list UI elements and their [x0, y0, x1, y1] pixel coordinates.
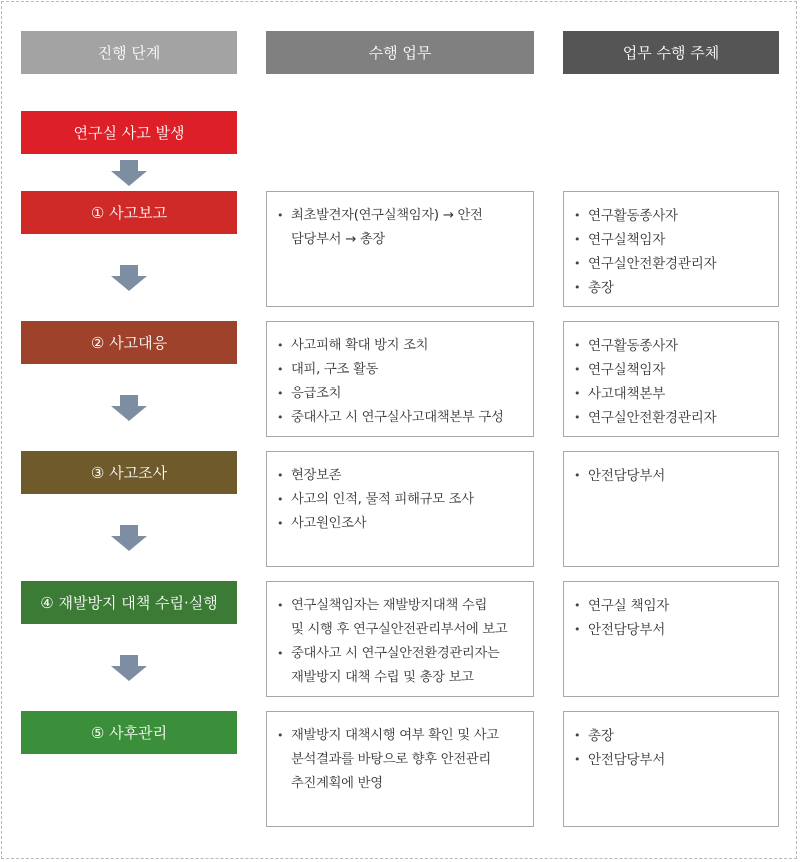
flow-arrow-down-icon — [111, 525, 147, 551]
list-item: • 사고피해 확대 방지 조치 — [277, 334, 525, 358]
list-item: • 연구실 책임자 — [574, 594, 770, 618]
duties-box-step-5 — [266, 711, 534, 827]
bullet-list — [267, 712, 533, 796]
list-item: • 안전담당부서 — [574, 748, 770, 772]
list-item: • 최초발견자(연구실책임자) → 안전 담당부서 → 총장 — [277, 204, 525, 252]
bullet-list — [564, 452, 778, 488]
list-item: • 연구활동종사자 — [574, 334, 770, 358]
duties-box-step-3 — [266, 451, 534, 567]
stage-step-3: ③ 사고조사 — [21, 451, 237, 494]
list-item: • 연구실안전환경관리자 — [574, 406, 770, 430]
bullet-list — [564, 322, 778, 430]
flow-arrow-down-icon — [111, 655, 147, 681]
list-item: • 응급조치 — [277, 382, 525, 406]
stage-step-2: ② 사고대응 — [21, 321, 237, 364]
list-item: • 연구실책임자 — [574, 228, 770, 252]
list-item: • 중대사고 시 연구실사고대책본부 구성 — [277, 406, 525, 430]
list-item: • 총장 — [574, 276, 770, 300]
list-item: • 안전담당부서 — [574, 618, 770, 642]
bullet-list — [564, 712, 778, 772]
header-duties: 수행 업무 — [266, 31, 534, 74]
actors-box-step-2 — [563, 321, 779, 437]
flow-arrow-down-icon — [111, 395, 147, 421]
list-item: • 안전담당부서 — [574, 464, 770, 488]
bullet-list — [267, 192, 533, 252]
bullet-list — [267, 582, 533, 690]
header-stage: 진행 단계 — [21, 31, 237, 74]
bullet-list — [267, 322, 533, 430]
list-item: • 사고원인조사 — [277, 512, 525, 536]
list-item: • 연구실책임자 — [574, 358, 770, 382]
duties-box-step-1 — [266, 191, 534, 307]
bullet-list — [564, 192, 778, 300]
list-item: • 총장 — [574, 724, 770, 748]
list-item: • 연구실안전환경관리자 — [574, 252, 770, 276]
stage-step-4: ④ 재발방지 대책 수립·실행 — [21, 581, 237, 624]
header-actors: 업무 수행 주체 — [563, 31, 779, 74]
list-item: • 연구활동종사자 — [574, 204, 770, 228]
list-item: • 대피, 구조 활동 — [277, 358, 525, 382]
list-item: • 사고의 인적, 물적 피해규모 조사 — [277, 488, 525, 512]
bullet-list — [564, 582, 778, 642]
list-item: • 연구실책임자는 재발방지대책 수립 및 시행 후 연구실안전관리부서에 보고 — [277, 594, 525, 642]
bullet-list — [267, 452, 533, 536]
duties-box-step-2 — [266, 321, 534, 437]
duties-box-step-4 — [266, 581, 534, 697]
stage-step-1: ① 사고보고 — [21, 191, 237, 234]
flow-arrow-down-icon — [111, 160, 147, 186]
list-item: • 현장보존 — [277, 464, 525, 488]
actors-box-step-1 — [563, 191, 779, 307]
list-item: • 사고대책본부 — [574, 382, 770, 406]
list-item: • 재발방지 대책시행 여부 확인 및 사고 분석결과를 바탕으로 향후 안전관리 추진계획에 반영 — [277, 724, 525, 796]
actors-box-step-5 — [563, 711, 779, 827]
stage-step-5: ⑤ 사후관리 — [21, 711, 237, 754]
list-item: • 중대사고 시 연구실안전환경관리자는 재발방지 대책 수립 및 총장 보고 — [277, 642, 525, 690]
actors-box-step-3 — [563, 451, 779, 567]
actors-box-step-4 — [563, 581, 779, 697]
flow-arrow-down-icon — [111, 265, 147, 291]
stage-start: 연구실 사고 발생 — [21, 111, 237, 154]
